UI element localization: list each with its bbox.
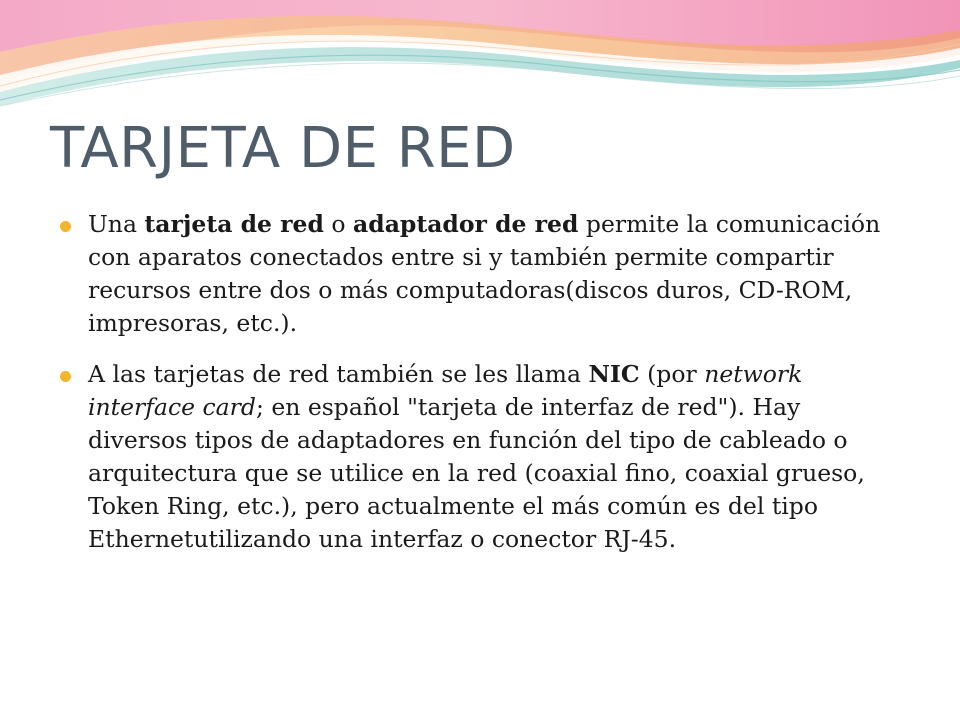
bullet-text-segment: ; en español "tarjeta de interfaz de red"). Hay diversos tipos de adaptadores en función del tipo de cableado o arquitectura que se utilice en la red (coaxial fino, coaxial grueso, Token Ring, etc.), pero actualmente el más común es del tipo Ethernetutilizando una interfaz o conector RJ-45. [88,393,865,553]
bullet-list [60,208,900,574]
bullet-dot-icon [60,371,71,382]
slide-title: TARJETA DE RED [50,116,516,181]
bullet-term-nic: NIC [588,360,640,388]
bullet-item [60,208,900,340]
bullet-text-segment: Una [88,210,145,238]
bullet-term-network-interface-card: network interface card [88,360,803,421]
bullet-text-segment: permite la comunicación con aparatos conectados entre si y también permite compartir recursos entre dos o más computadoras(discos duros, CD-ROM, impresoras, etc.). [88,210,881,337]
bullet-text-segment: o [323,210,354,238]
bullet-text-segment: A las tarjetas de red también se les llama [88,360,589,388]
bullet-term-adaptador-de-red: adaptador de red [353,210,579,238]
header-wave-decoration [0,0,960,130]
bullet-dot-icon [60,221,71,232]
bullet-term-tarjeta-de-red: tarjeta de red [144,210,324,238]
bullet-text-segment: (por [639,360,705,388]
bullet-item [60,358,900,556]
